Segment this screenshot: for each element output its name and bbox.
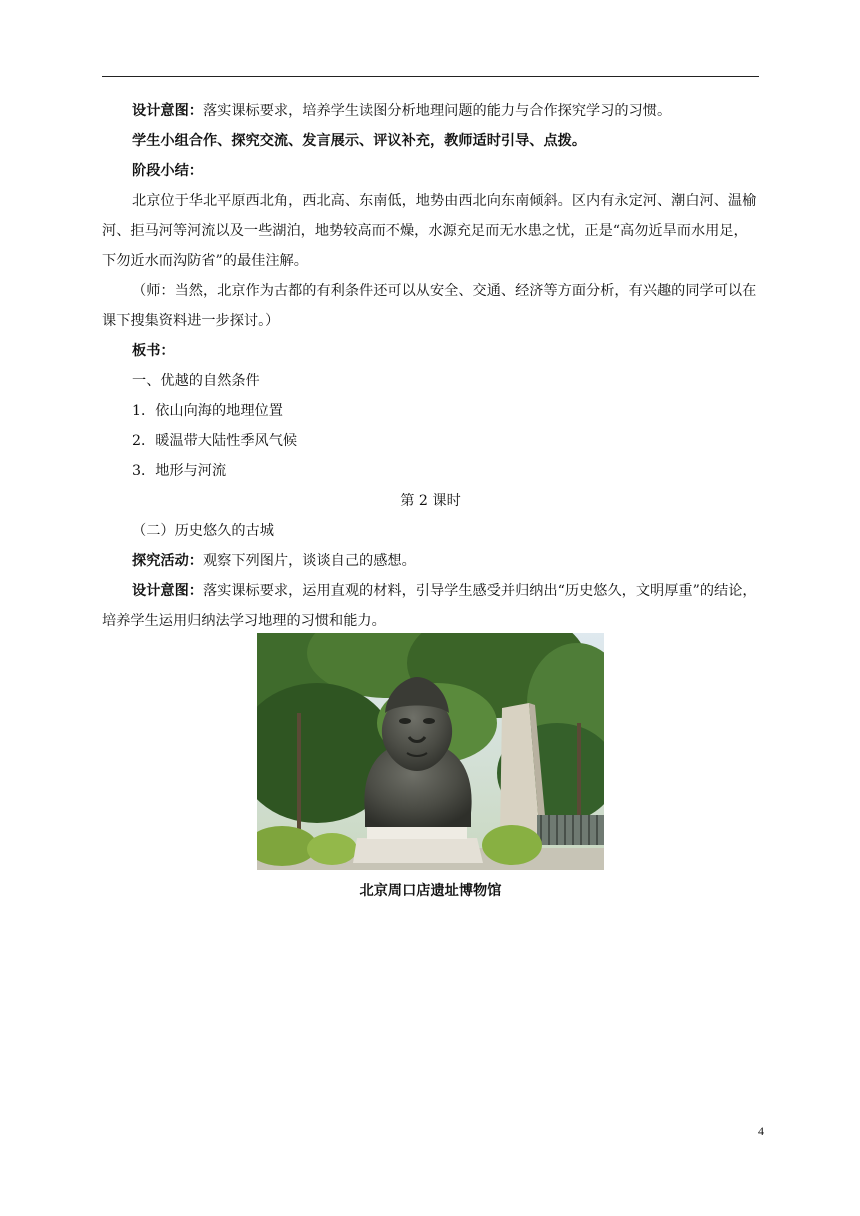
bust-photo-illustration: [257, 633, 604, 870]
figure-caption: 北京周口店遗址博物馆: [359, 883, 502, 899]
section-title: （二）历史悠久的古城: [132, 523, 274, 539]
summary-title: 阶段小结：: [132, 163, 203, 179]
board-title: 板书：: [132, 343, 175, 359]
summary-text: 北京位于华北平原西北角，西北高、东南低，地势由西北向东南倾斜。区内有永定河、潮白河、温榆河、拒马河等河流以及一些湖泊，地势较高而不燥，水源充足而无水患之忧，正是“高勿近旱而水用足，下勿近水而沟防省”的最佳注解。: [102, 193, 757, 269]
design-intent-2: [102, 576, 759, 636]
explore-activity: [102, 546, 759, 576]
group-work-text: 学生小组合作、探究交流、发言展示、评议补充，教师适时引导、点拨。: [132, 133, 587, 149]
design-intent-label: 设计意图：: [132, 583, 203, 599]
board-heading: 一、优越的自然条件: [132, 373, 260, 389]
museum-photo: [257, 633, 604, 870]
explore-label: 探究活动：: [132, 553, 203, 569]
board-item: 3．地形与河流: [132, 463, 227, 479]
design-intent-label: 设计意图：: [132, 103, 203, 119]
board-item: 1．依山向海的地理位置: [132, 403, 283, 419]
explore-text: 观察下列图片，谈谈自己的感想。: [202, 553, 416, 569]
design-intent-text: 落实课标要求，运用直观的材料，引导学生感受并归纳出“历史悠久，文明厚重”的结论，培养学生运用归纳法学习地理的习惯和能力。: [102, 583, 757, 629]
teacher-note: （师：当然，北京作为古都的有利条件还可以从安全、交通、经济等方面分析，有兴趣的同学可以在课下搜集资料进一步探讨。）: [102, 283, 757, 329]
header-rule: [102, 76, 759, 77]
design-intent-1: [102, 96, 759, 126]
design-intent-text: 落实课标要求，培养学生读图分析地理问题的能力与合作探究学习的习惯。: [202, 103, 672, 119]
document-body: [102, 96, 759, 636]
page-number: 4: [758, 1124, 764, 1138]
lesson-title: 第 2 课时: [400, 493, 461, 509]
board-item: 2．暖温带大陆性季风气候: [132, 433, 298, 449]
